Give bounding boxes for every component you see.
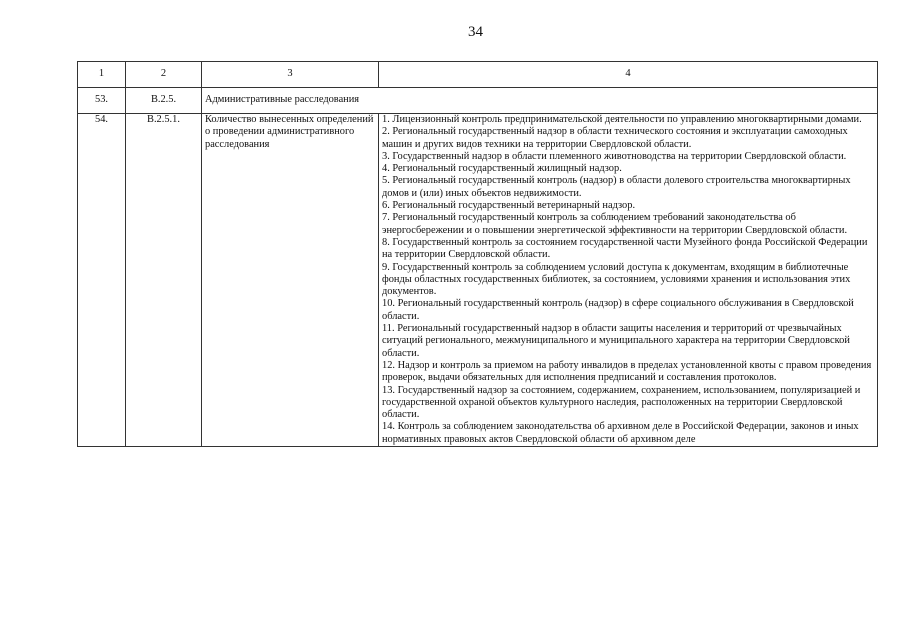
list-item: 11. Региональный государственный надзор в области защиты населения и территорий от чрезвычайных ситуаций регионального, межмуниципального и муниципального характера на территории Свердловской области. xyxy=(382,323,850,359)
table-header-row xyxy=(78,62,878,88)
list-item: 4. Региональный государственный жилищный надзор. xyxy=(382,163,622,175)
list-item: 7. Региональный государственный контроль за соблюдением требований законодательства об энергосбережении и о повышении энергетической эффективности на территории Свердловской области. xyxy=(382,212,848,236)
list-item: 9. Государственный контроль за соблюдением условий доступа к документам, входящим в библиотечные фонды областных государственных библиотек, за состоянием, условиями хранения и использования этих документов. xyxy=(382,261,851,298)
table-row-detail xyxy=(78,114,878,447)
section-title: Административные расследования xyxy=(202,88,878,114)
regulation-table xyxy=(77,61,878,447)
list-item: 3. Государственный надзор в области племенного животноводства на территории Свердловской области. xyxy=(382,150,847,162)
row-number: 54. xyxy=(78,114,126,447)
list-item: 8. Государственный контроль за состоянием государственной части Музейного фонда Российской Федерации на территории Свердловской области. xyxy=(382,236,868,261)
row-number: 53. xyxy=(78,88,126,114)
header-col-2: 2 xyxy=(126,62,202,88)
table-row-section xyxy=(78,88,878,114)
list-item: 12. Надзор и контроль за приемом на работу инвалидов в пределах установленной квоты с правом проведения проверок, выдачи обязательных для исполнения предписаний и составления протоколов. xyxy=(382,359,872,384)
list-item: 2. Региональный государственный надзор в области технического состояния и эксплуатации самоходных машин и других видов техники на территории Свердловской области. xyxy=(382,126,848,150)
header-col-3: 3 xyxy=(202,62,379,88)
list-item: 13. Государственный надзор за состоянием, содержанием, сохранением, использованием, популяризацией и государственной охраной объектов культурного наследия, расположенных на территории Свердловской области. xyxy=(382,384,861,421)
list-item: 6. Региональный государственный ветеринарный надзор. xyxy=(382,200,636,212)
header-col-1: 1 xyxy=(78,62,126,88)
row-code: В.2.5. xyxy=(126,88,202,114)
control-types-list xyxy=(379,114,878,447)
header-col-4: 4 xyxy=(379,62,878,88)
list-item: 14. Контроль за соблюдением законодательства об архивном деле в Российской Федерации, законов и иных нормативных правовых актов Свердловской области об архивном деле xyxy=(382,421,859,445)
page-number: 34 xyxy=(468,24,483,40)
row-code: В.2.5.1. xyxy=(126,114,202,447)
list-item: 1. Лицензионный контроль предпринимательской деятельности по управлению многоквартирными домами. xyxy=(382,114,862,125)
indicator-description: Количество вынесенных определений о проведении административного расследования xyxy=(202,114,379,447)
list-item: 10. Региональный государственный контроль (надзор) в сфере социального обслуживания в Свердловской области. xyxy=(382,298,854,322)
list-item: 5. Региональный государственный контроль (надзор) в области долевого строительства многоквартирных домов и (или) иных объектов недвижимости. xyxy=(382,175,851,199)
